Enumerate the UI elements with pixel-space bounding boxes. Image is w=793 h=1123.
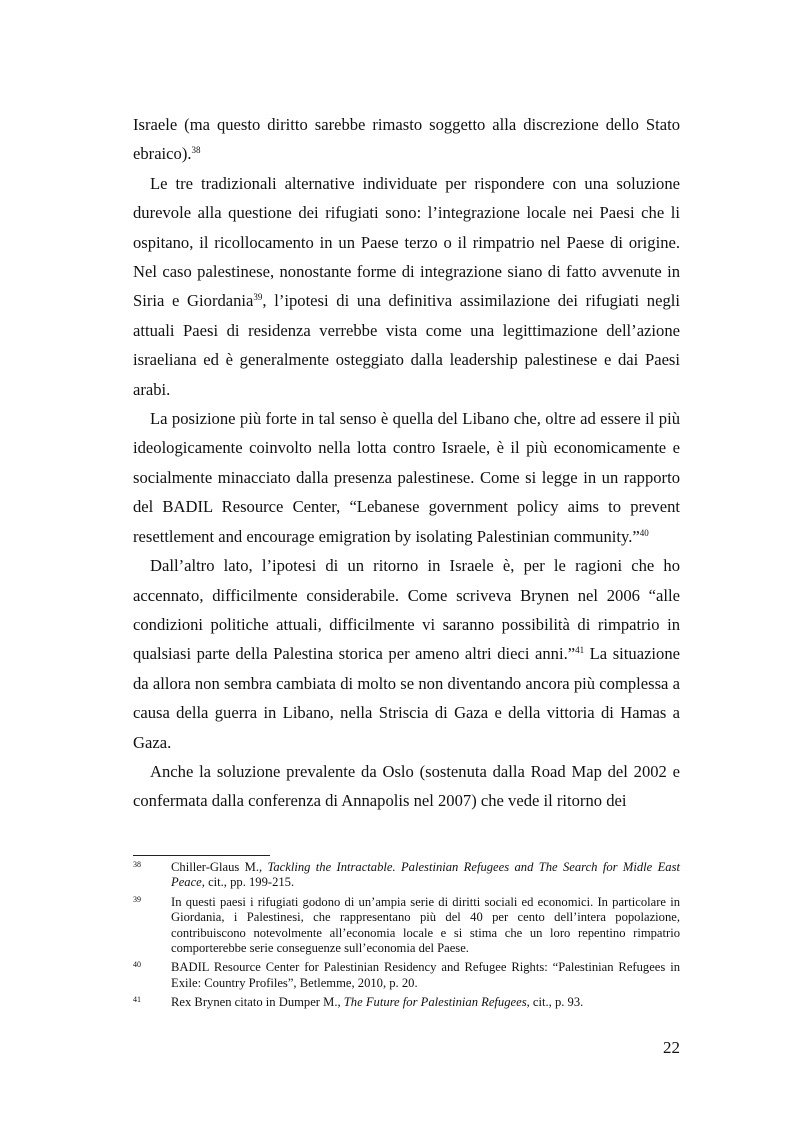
footnote-number: 38: [133, 860, 141, 869]
footnote-ref-41[interactable]: 41: [575, 645, 585, 656]
paragraph-3: La posizione più forte in tal senso è quella del Libano che, oltre ad essere il più ideologicamente coinvolto nella lotta contro Israele, è il più economicamente e socialmente minacciato dalla presenza palestinese. Come si legge in un rapporto del BADIL Resource Center, “Lebanese government policy aims to prevent resettlement and encourage emigration by isolating Palestinian community.”$^{40}$: [133, 409, 680, 546]
footnote-ref-40[interactable]: 40: [639, 527, 649, 538]
page-number: 22: [663, 1038, 680, 1057]
footnote-text: In questi paesi i rifugiati godono di un’ampia serie di diritti sociali ed economici. In particolare in Giordania, i Palestinesi, che rappresentano più del 40 per cento dell’intera popolazione, contribuiscono notevolmente all’economia locale e si stima che un loro repentino rimpatrio comporterebbe serie conseguenze sull’economia del Paese.: [171, 894, 680, 956]
paragraph-2: Le tre tradizionali alternative individuate per rispondere con una soluzione durevole alla questione dei rifugiati sono: l’integrazione locale nei Paesi che li ospitano, il ricollocamento in un Paese terzo o il rimpatrio nel Paese di origine. Nel caso palestinese, nonostante forme di integrazione siano di fatto avvenute in Siria e Giordania$^{39}$, l’ipotesi di una definitiva assimilazione dei rifugiati negli attuali Paesi di residenza verrebbe vista come una legittimazione dell’azione israeliana ed è generalmente osteggiato dalla leadership palestinese e dai Paesi arabi.: [133, 173, 680, 399]
footnote-separator: [133, 855, 270, 856]
paragraph-4: Dall’altro lato, l’ipotesi di un ritorno in Israele è, per le ragioni che ho accennato, difficilmente considerabile. Come scriveva Brynen nel 2006 “alle condizioni politiche attuali, difficilmente vi saranno possibilità di rimpatrio in qualsiasi parte della Palestina storica per ameno altri dieci anni.”$^{41}$ La situazione da allora non sembra cambiata di molto se non diventando ancora più complessa a causa della guerra in Libano, nella Striscia di Gaza e della vittoria di Hamas a Gaza.: [133, 556, 680, 752]
body-text: [133, 110, 680, 816]
footnote-text: Chiller-Glaus M., Tackling the Intractable. Palestinian Refugees and The Search for Midle East Peace, cit., pp. 199-215.: [171, 860, 680, 890]
footnote-number: 39: [133, 894, 141, 904]
footnote-ref-39[interactable]: 39: [253, 292, 263, 303]
footnote-39: [133, 895, 680, 957]
footnotes: [133, 860, 680, 1015]
paragraph-1: Israele (ma questo diritto sarebbe rimasto soggetto alla discrezione dello Stato ebraico).$^{38}$: [133, 115, 680, 164]
footnote-number: 40: [133, 960, 141, 970]
footnote-38: [133, 860, 680, 891]
footnote-41: [133, 995, 680, 1010]
footnote-number: 41: [133, 995, 141, 1005]
footnote-text: BADIL Resource Center for Palestinian Residency and Refugee Rights: “Palestinian Refugees in Exile: Country Profiles”, Betlemme, 2010, p. 20.: [171, 960, 680, 990]
footnote-text: Rex Brynen citato in Dumper M., The Future for Palestinian Refugees, cit., p. 93.: [171, 995, 584, 1010]
paragraph-5: Anche la soluzione prevalente da Oslo (sostenuta dalla Road Map del 2002 e confermata dalla conferenza di Annapolis nel 2007) che vede il ritorno dei: [133, 761, 680, 811]
footnote-ref-38[interactable]: 38: [191, 145, 201, 156]
footnote-40: [133, 960, 680, 991]
